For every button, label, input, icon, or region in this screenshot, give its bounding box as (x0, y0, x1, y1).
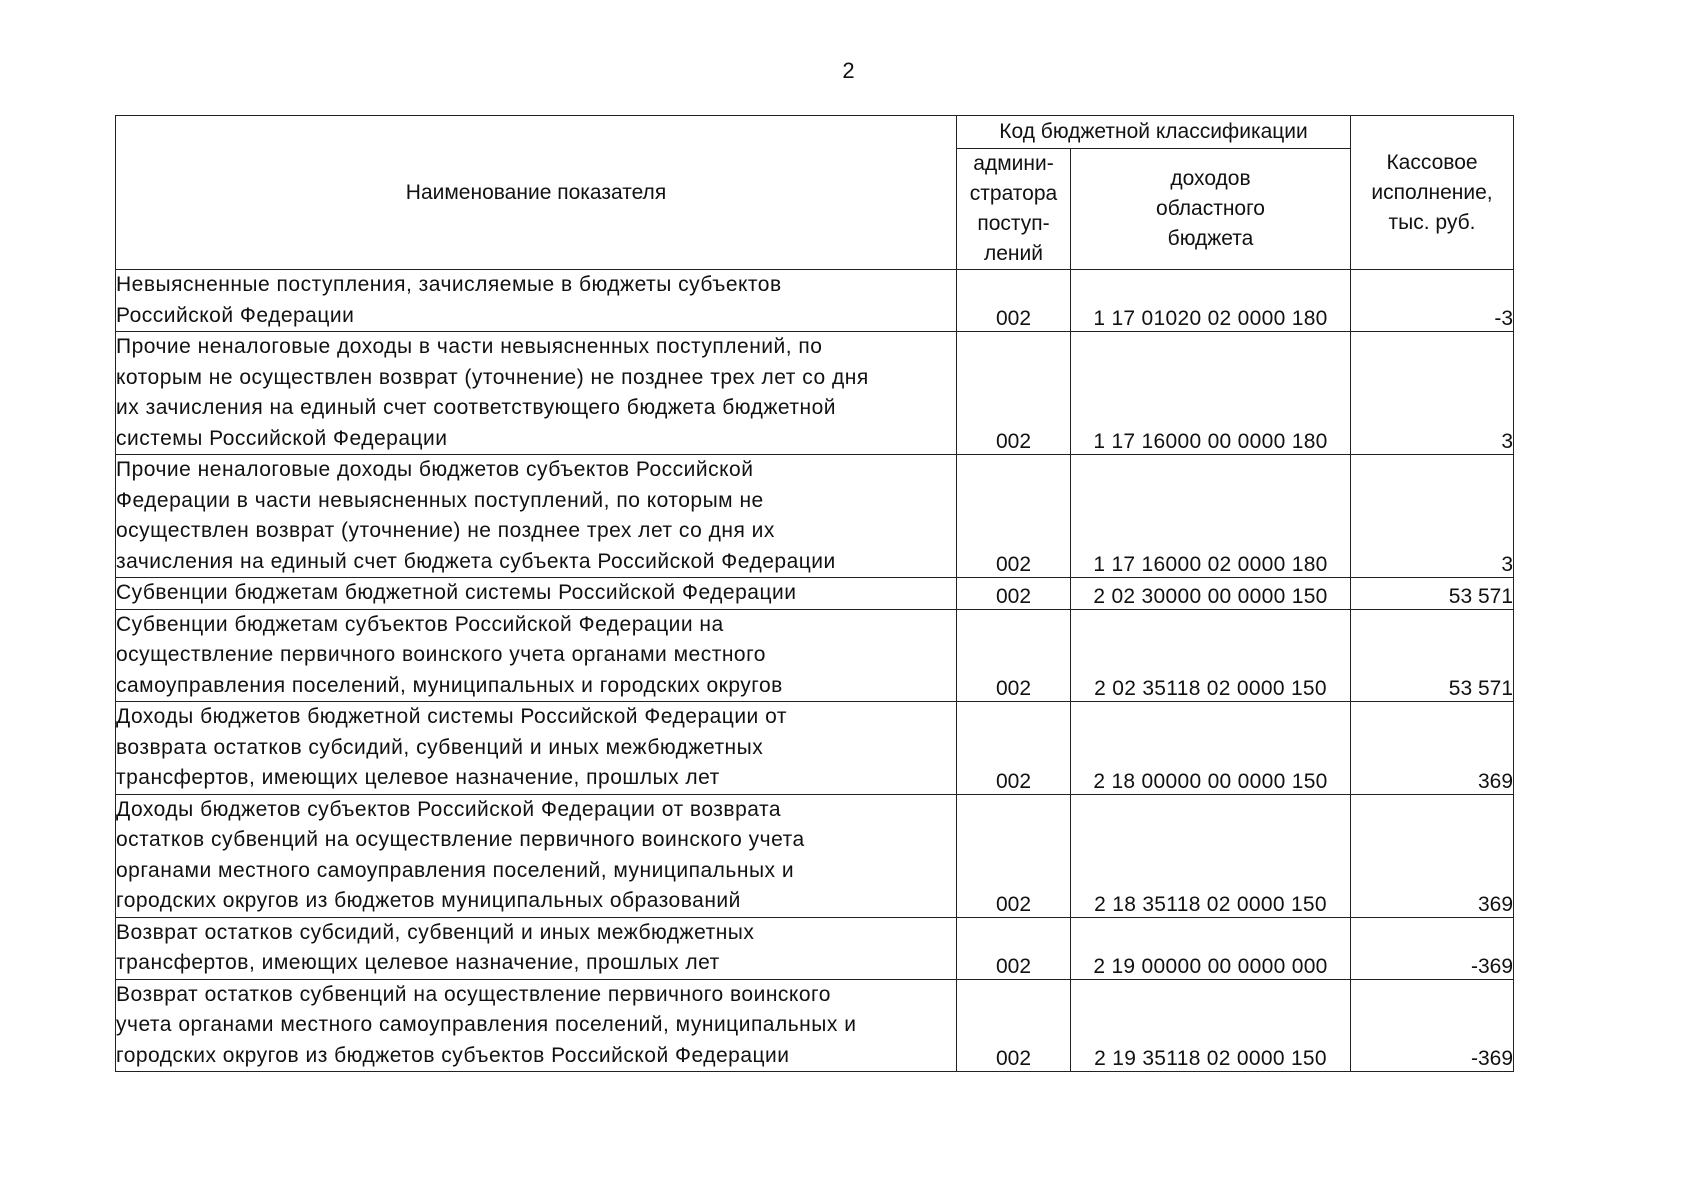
indicator-name-line: Федерации в части невыясненных поступлений, по которым не (116, 488, 764, 512)
cash-execution-amount-cell: 3 (1351, 455, 1514, 578)
cash-execution-amount-cell: 53 571 (1351, 609, 1514, 702)
cash-execution-amount-cell: -3 (1351, 270, 1514, 332)
cash-execution-amount-cell: -369 (1351, 917, 1514, 979)
cash-execution-amount-cell: 369 (1351, 702, 1514, 795)
indicator-name-cell (116, 455, 957, 578)
indicator-name-line: городских округов из бюджетов муниципальных образований (116, 889, 741, 912)
revenue-code-cell: 2 18 35118 02 0000 150 (1071, 794, 1351, 917)
header-admin-line: админи- (973, 152, 1054, 175)
header-code-line: доходов (1170, 167, 1251, 190)
indicator-name-line: Прочие неналоговые доходы в части невыясненных поступлений, по (116, 335, 823, 358)
administrator-code-cell: 002 (957, 979, 1071, 1072)
cash-execution-amount-cell: -369 (1351, 979, 1514, 1072)
indicator-name-cell (116, 332, 957, 455)
indicator-name-cell (116, 270, 957, 332)
header-indicator-name: Наименование показателя (116, 116, 957, 270)
table-row (116, 455, 1514, 578)
administrator-code-cell: 002 (957, 332, 1071, 455)
indicator-name-line: Прочие неналоговые доходы бюджетов субъектов Российской (116, 458, 754, 481)
revenue-code-cell: 1 17 16000 02 0000 180 (1071, 455, 1351, 578)
revenue-code-cell: 1 17 16000 00 0000 180 (1071, 332, 1351, 455)
header-amount-line: тыс. руб. (1388, 210, 1476, 234)
header-admin-line: стратора (969, 182, 1058, 205)
table-row (116, 609, 1514, 702)
indicator-name-line: городских округов из бюджетов субъектов Российской Федерации (116, 1043, 790, 1067)
revenue-code-cell: 2 18 00000 00 0000 150 (1071, 702, 1351, 795)
administrator-code-cell: 002 (957, 794, 1071, 917)
table-body (116, 270, 1514, 1072)
indicator-name-cell (116, 702, 957, 795)
indicator-name-line: трансфертов, имеющих целевое назначение, прошлых лет (116, 766, 720, 789)
header-regional-budget-revenue (1071, 149, 1351, 270)
revenue-code-cell: 2 19 00000 00 0000 000 (1071, 917, 1351, 979)
cash-execution-amount-cell: 369 (1351, 794, 1514, 917)
indicator-name-line: их зачисления на единый счет соответствующего бюджета бюджетной (116, 396, 837, 419)
administrator-code-cell: 002 (957, 578, 1071, 610)
indicator-name-line: Невыясненные поступления, зачисляемые в бюджеты субъектов (116, 273, 782, 296)
administrator-code-cell: 002 (957, 917, 1071, 979)
header-amount-line: исполнение, (1371, 180, 1493, 204)
header-code-line: бюджета (1167, 227, 1254, 250)
header-amount-line: Кассовое (1386, 150, 1478, 174)
indicator-name-line: Возврат остатков субвенций на осуществление первичного воинского (116, 982, 831, 1006)
cash-execution-amount-cell: 3 (1351, 332, 1514, 455)
indicator-name-line: самоуправления поселений, муниципальных и городских округов (116, 673, 783, 697)
indicator-name-line: Доходы бюджетов субъектов Российской Федерации от возврата (116, 797, 782, 821)
administrator-code-cell: 002 (957, 702, 1071, 795)
indicator-name-line: системы Российской Федерации (116, 426, 448, 450)
table-row (116, 332, 1514, 455)
indicator-name-line: осуществление первичного воинского учета органами местного (116, 643, 766, 666)
indicator-name-line: возврата остатков субсидий, субвенций и иных межбюджетных (116, 735, 764, 759)
indicator-name-line: осуществлен возврат (уточнение) не позднее трех лет со дня их (116, 519, 775, 542)
revenue-code-cell: 1 17 01020 02 0000 180 (1071, 270, 1351, 332)
table-row (116, 702, 1514, 795)
indicator-name-line: Возврат остатков субсидий, субвенций и иных межбюджетных (116, 920, 755, 944)
indicator-name-cell (116, 979, 957, 1072)
revenue-code-cell: 2 02 30000 00 0000 150 (1071, 578, 1351, 610)
indicator-name-cell (116, 794, 957, 917)
header-cash-execution (1351, 116, 1514, 270)
indicator-name-line: учета органами местного самоуправления поселений, муниципальных и (116, 1013, 857, 1036)
cash-execution-amount-cell: 53 571 (1351, 578, 1514, 610)
administrator-code-cell: 002 (957, 609, 1071, 702)
indicator-name-cell (116, 609, 957, 702)
indicator-name-line: трансфертов, имеющих целевое назначение, прошлых лет (116, 951, 720, 974)
table-row (116, 979, 1514, 1072)
indicator-name-line: Российской Федерации (116, 303, 355, 327)
header-code-line: областного (1156, 197, 1265, 220)
indicator-name-cell (116, 917, 957, 979)
table-row (116, 270, 1514, 332)
revenue-code-cell: 2 19 35118 02 0000 150 (1071, 979, 1351, 1072)
header-revenue-administrator (957, 149, 1071, 270)
indicator-name-cell (116, 578, 957, 610)
indicator-name-line: которым не осуществлен возврат (уточнение) не позднее трех лет со дня (116, 365, 869, 389)
indicator-name-line: Субвенции бюджетам субъектов Российской Федерации на (116, 612, 724, 636)
indicator-name-line: Доходы бюджетов бюджетной системы Российской Федерации от (116, 705, 787, 728)
indicator-name-line: Субвенции бюджетам бюджетной системы Российской Федерации (116, 581, 797, 604)
revenue-code-cell: 2 02 35118 02 0000 150 (1071, 609, 1351, 702)
table-row (116, 578, 1514, 610)
table-row (116, 794, 1514, 917)
indicator-name-line: остатков субвенций на осуществление первичного воинского учета (116, 828, 805, 851)
indicator-name-line: органами местного самоуправления поселений, муниципальных и (116, 858, 795, 882)
administrator-code-cell: 002 (957, 270, 1071, 332)
header-admin-line: лений (984, 242, 1043, 265)
administrator-code-cell: 002 (957, 455, 1071, 578)
header-admin-line: поступ- (977, 212, 1050, 235)
budget-revenue-table (115, 115, 1514, 1072)
table-row (116, 917, 1514, 979)
indicator-name-line: зачисления на единый счет бюджета субъекта Российской Федерации (116, 549, 836, 573)
page-number: 2 (842, 58, 855, 83)
header-budget-classification-code: Код бюджетной классификации (957, 116, 1351, 149)
